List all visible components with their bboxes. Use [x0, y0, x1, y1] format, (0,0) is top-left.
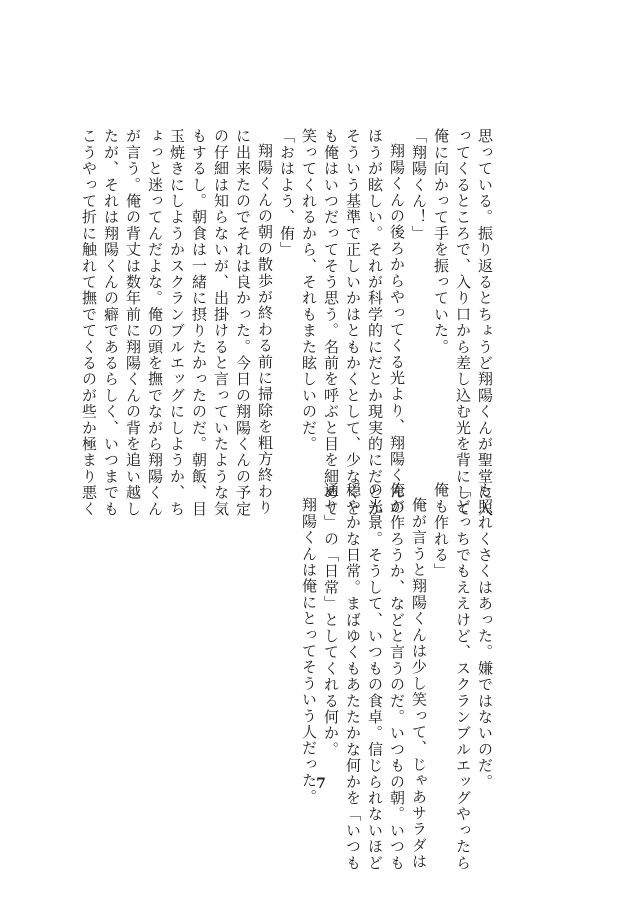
text-line: 「おはよう、侑」 — [278, 128, 296, 258]
lower-text-block — [146, 482, 496, 871]
text-line: こうやって折に触れて撫でてくるのが些か極まり悪く — [80, 128, 98, 517]
text-line: 翔陽くんの朝の散歩が終わる前に掃除を粗方終わり — [256, 143, 274, 516]
text-line: 穏やかな日常。まばゆくもあたたかな何かを「いつも — [344, 482, 362, 871]
text-line: ほうが眩しい。それが科学的にだとか現実的にだとか — [366, 128, 384, 517]
text-line: 通り」の「日常」としてくれる何か。 — [322, 482, 340, 758]
text-line: の仔細は知らないが、出掛けると言っていたような気 — [212, 128, 230, 517]
text-line: 俺に向かって手を振っていた。 — [432, 128, 450, 355]
text-line: 翔陽くんは俺にとってそういう人だった。 — [300, 497, 318, 805]
text-line: に出来たのでそれは良かった。今日の翔陽くんの予定 — [234, 128, 252, 517]
text-line: 笑ってくれるから、それもまた眩しいのだ。 — [300, 128, 318, 452]
text-line: ってくるところで、入り口から差し込む光を背にして — [454, 128, 472, 517]
page-number: 7 — [316, 776, 326, 792]
text-line: 俺が作ろうか、などと言うのだ。いつもの朝。いつも — [388, 482, 406, 871]
text-line: も照れくさくはあった。嫌ではないのだ。 — [476, 482, 494, 790]
text-line: も俺はいつだってそう思う。名前を呼ぶと目を細めて — [322, 128, 340, 517]
text-line: 玉焼きにしようかスクランブルエッグにしようか、ち — [168, 128, 186, 517]
text-line: 俺も作れる」 — [432, 482, 450, 580]
text-line: そういう基準で正しいかはともかくとして、少なくと — [344, 128, 362, 517]
text-line: 思っている。振り返るとちょうど翔陽くんが聖堂に入 — [476, 128, 494, 517]
text-line: の光景。そうして、いつもの食卓。信じられないほど — [366, 482, 384, 871]
text-line: 「どっちでもええけど、スクランブルエッグやったら — [454, 482, 472, 871]
text-line: もするし。朝食は一緒に摂りたかったのだ。朝飯、目 — [190, 128, 208, 517]
upper-text-block — [80, 128, 496, 517]
text-line: たが、それは翔陽くんの癖であるらしく、いつまでも — [102, 128, 120, 517]
text-line: ょっと迷ってんだよな。俺の頭を撫でながら翔陽くん — [146, 128, 164, 517]
text-line: 翔陽くんの後ろからやってくる光より、翔陽くんの — [388, 143, 406, 516]
text-line: 俺が言うと翔陽くんは少し笑って、じゃあサラダは — [410, 497, 428, 870]
text-line: 「翔陽くん！」 — [410, 128, 428, 242]
text-line: が言う。俺の背丈は数年前に翔陽くんの背を追い越し — [124, 128, 142, 517]
